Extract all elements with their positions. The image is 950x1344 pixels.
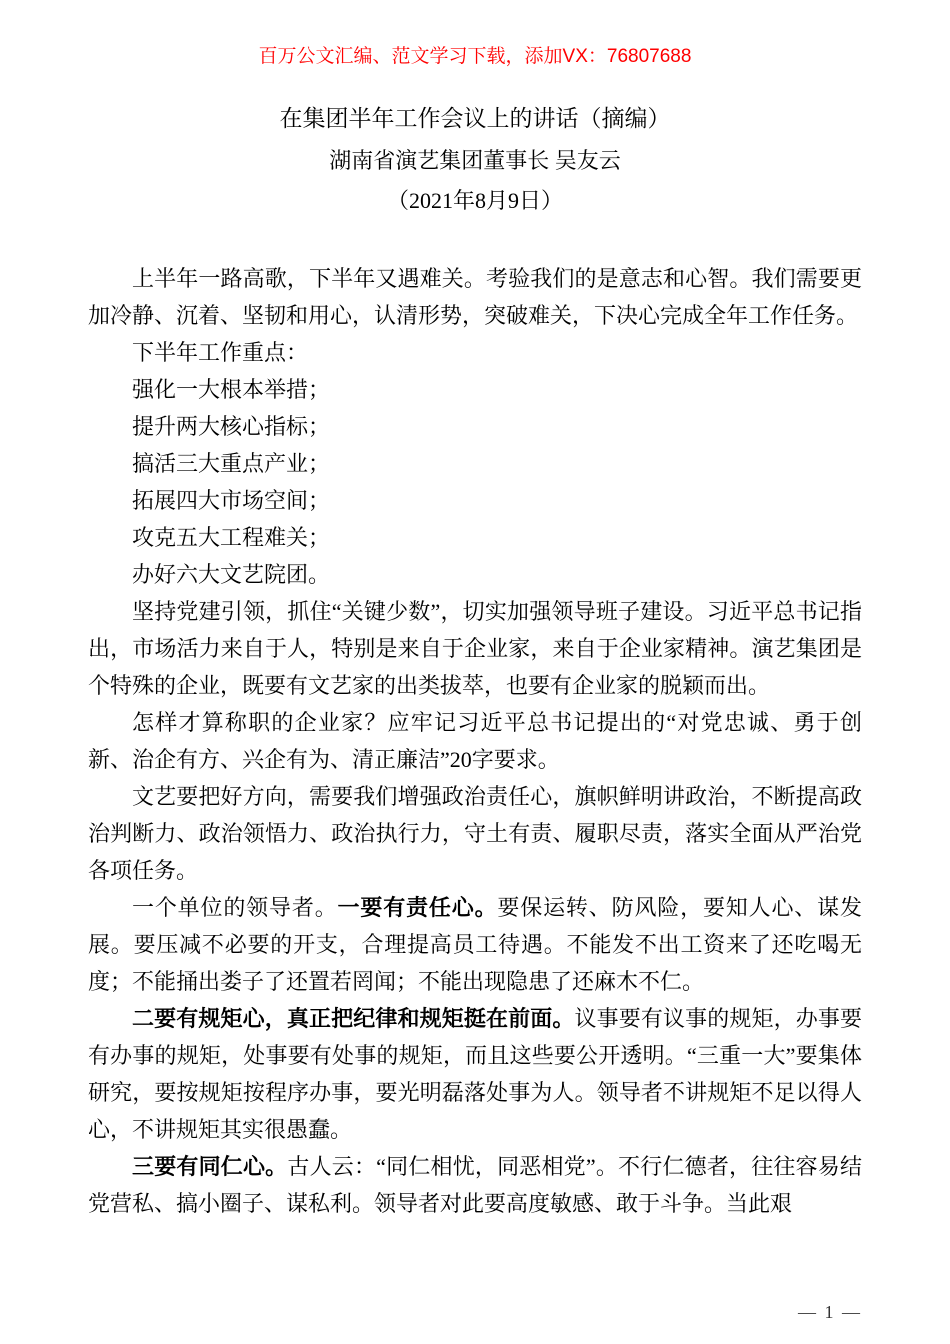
paragraph <box>88 556 862 593</box>
text-run: 议事要有议事的规矩，办事要有办事的规矩，处事要有处事的规矩，而且这些要公开透明。“三重一大”要集体研究，要按规矩按程序办事，要光明磊落处事为人。领导者不讲规矩不足以得人心，不讲规矩其实很愚蠢。 <box>88 1006 862 1142</box>
bold-text-run: 一要有责任心。 <box>337 895 498 920</box>
text-run: 怎样才算称职的企业家？应牢记习近平总书记提出的“对党忠诚、勇于创新、治企有方、兴企有为、清正廉洁”20字要求。 <box>88 710 862 772</box>
bold-text-run: 三要有同仁心。 <box>132 1154 288 1179</box>
paragraph <box>88 519 862 556</box>
paragraph <box>88 260 862 334</box>
paragraph <box>88 778 862 889</box>
text-run: 拓展四大市场空间； <box>132 488 331 513</box>
page-number: — 1 — <box>798 1302 862 1322</box>
text-run: 一个单位的领导者。 <box>132 895 338 920</box>
text-run: 坚持党建引领，抓住“关键少数”，切实加强领导班子建设。习近平总书记指出，市场活力来自于人，特别是来自于企业家，来自于企业家精神。演艺集团是个特殊的企业，既要有文艺家的出类拔萃，也要有企业家的脱颖而出。 <box>88 599 862 698</box>
text-run: 攻克五大工程难关； <box>132 525 331 550</box>
text-run: 办好六大文艺院团。 <box>132 562 331 587</box>
text-run: 强化一大根本举措； <box>132 377 331 402</box>
paragraph <box>88 408 862 445</box>
document-author: 湖南省演艺集团董事长 吴友云 <box>329 148 621 173</box>
bold-text-run: 二要有规矩心，真正把纪律和规矩挺在前面。 <box>132 1006 575 1031</box>
paragraph <box>88 1148 862 1222</box>
paragraph <box>88 482 862 519</box>
paragraph <box>88 593 862 704</box>
text-run: 提升两大核心指标； <box>132 414 331 439</box>
text-run: 文艺要把好方向，需要我们增强政治责任心，旗帜鲜明讲政治，不断提高政治判断力、政治领悟力、政治执行力，守土有责、履职尽责，落实全面从严治党各项任务。 <box>88 784 862 883</box>
paragraph <box>88 1000 862 1148</box>
text-run: 要保运转、防风险，要知人心、谋发展。要压减不必要的开支，合理提高员工待遇。不能发不出工资来了还吃喝无度；不能捅出娄子了还置若罔闻；不能出现隐患了还麻木不仁。 <box>88 895 862 994</box>
paragraph <box>88 334 862 371</box>
paragraph <box>88 889 862 1000</box>
text-run: 搞活三大重点产业； <box>132 451 331 476</box>
text-run: 下半年工作重点： <box>132 340 309 365</box>
paragraph <box>88 704 862 778</box>
text-run: 古人云：“同仁相忧，同恶相党”。不行仁德者，往往容易结党营私、搞小圈子、谋私利。领导者对此要高度敏感、敢于斗争。当此艰 <box>88 1154 862 1216</box>
watermark-notice: 百万公文汇编、范文学习下载，添加VX：76807688 <box>258 46 692 67</box>
document-body <box>88 260 862 1222</box>
document-date: （2021年8月9日） <box>386 188 563 213</box>
text-run: 上半年一路高歌，下半年又遇难关。考验我们的是意志和心智。我们需要更加冷静、沉着、坚韧和用心，认清形势，突破难关，下决心完成全年工作任务。 <box>88 266 862 328</box>
document-title: 在集团半年工作会议上的讲话（摘编） <box>279 106 671 131</box>
document-header <box>88 104 862 216</box>
paragraph <box>88 445 862 482</box>
paragraph <box>88 371 862 408</box>
